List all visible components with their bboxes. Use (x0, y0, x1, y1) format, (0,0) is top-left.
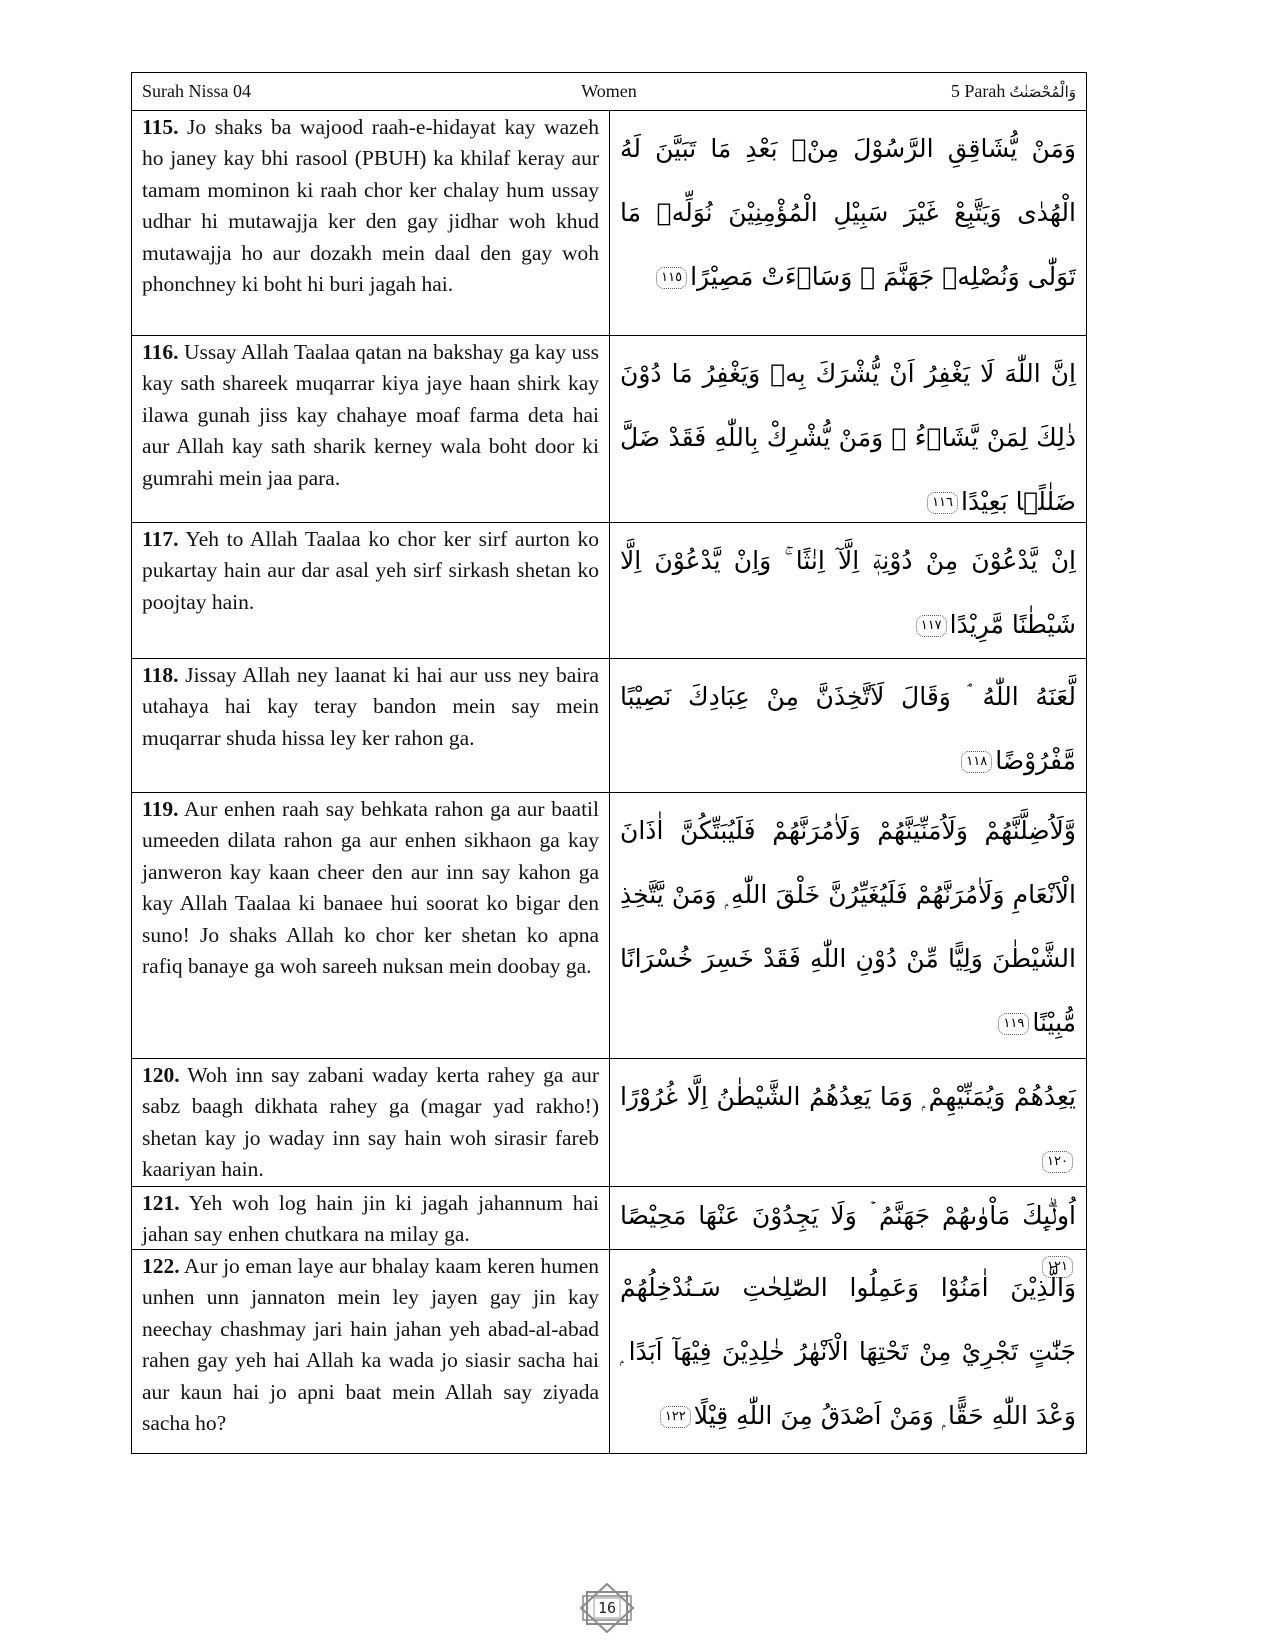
surah-title: Surah Nissa 04 (142, 81, 251, 101)
verse-number: 116. (142, 340, 179, 364)
verse-arabic: اِنَّ اللّٰهَ لَا يَغْفِرُ اَنْ يُّشْرَكَ بِهٖ وَيَغْفِرُ مَا دُوْنَ ذٰلِكَ لِمَنْ يَّشَاۗءُ ۭ وَمَنْ يُّشْرِكْ بِاللّٰهِ فَقَدْ ضَلَّ ضَلٰلًۢا بَعِيْدًا (620, 359, 1076, 516)
verse-number: 118. (142, 663, 179, 687)
verse-row (132, 1250, 1086, 1453)
verse-row (132, 1059, 1086, 1187)
ayah-end-marker-icon: ١١٦ (927, 492, 958, 514)
verse-translation: Woh inn say zabani waday kerta rahey ga aur sabz baagh dikhata rahey ga (magar yad rakho!) shetan kay jo waday inn say hain woh sirasir fareb kaariyan hain. (142, 1063, 599, 1182)
translation-cell (132, 793, 610, 1058)
verse-translation: Yeh woh log hain jin ki jagah jahannum hai jahan say enhen chutkara na milay ga. (142, 1191, 600, 1247)
verse-number: 117. (142, 527, 179, 551)
verse-arabic: لَّعَنَهُ اللّٰهُ ۘ وَقَالَ لَاَتَّخِذَنَّ مِنْ عِبَادِكَ نَصِيْبًا مَّفْرُوْضًا (620, 682, 1076, 775)
ayah-end-marker-icon: ١٢١ (1042, 1256, 1073, 1278)
verse-arabic: اُولٰۗىِٕكَ مَاْوٰىھُمْ جَهَنَّمُ ۡ وَلَا يَجِدُوْنَ عَنْهَا مَحِيْصًا (620, 1201, 1076, 1230)
verse-arabic: وَمَنْ يُّشَاقِقِ الرَّسُوْلَ مِنْۢ بَعْدِ مَا تَبَيَّنَ لَهُ الْهُدٰى وَيَتَّبِعْ غَيْرَ سَبِيْلِ الْمُؤْمِنِيْنَ نُوَلِّهٖ مَا تَوَلّٰى وَنُصْلِهٖ جَهَنَّمَ ۭ وَسَاۗءَتْ مَصِيْرًا (620, 134, 1076, 291)
arabic-cell (610, 111, 1086, 335)
ayah-end-marker-icon: ١١٥ (656, 267, 687, 289)
verse-arabic: وَّلَاُضِلَّنَّھُمْ وَلَاُمَنِّيَنَّھُمْ وَلَاٰمُرَنَّھُمْ فَلَيُبَتِّكُنَّ اٰذَانَ الْاَنْعَامِ وَلَاٰمُرَنَّھُمْ فَلَيُغَيِّرُنَّ خَلْقَ اللّٰهِ ۭ وَمَنْ يَّتَّخِذِ الشَّيْطٰنَ وَلِيًّا مِّنْ دُوْنِ اللّٰهِ فَقَدْ خَسِرَ خُسْرَانًا مُّبِيْنًا (620, 816, 1076, 1037)
surah-english-name: Women (581, 81, 637, 101)
arabic-cell (610, 793, 1086, 1058)
arabic-cell (610, 1059, 1086, 1186)
verse-number: 121. (142, 1191, 180, 1215)
ayah-end-marker-icon: ١١٨ (961, 751, 992, 773)
arabic-cell (610, 336, 1086, 522)
page-header (132, 73, 1086, 111)
verse-table (131, 72, 1087, 1454)
translation-cell (132, 1187, 610, 1249)
translation-cell (132, 523, 610, 658)
verse-translation: Yeh to Allah Taalaa ko chor ker sirf aurton ko pukartay hain aur dar asal yeh sirf sirkash shetan ko poojtay hain. (142, 527, 600, 614)
verse-arabic: يَعِدُھُمْ وَيُمَنِّيْهِمْ ۭ وَمَا يَعِدُھُمُ الشَّيْطٰنُ اِلَّا غُرُوْرًا (620, 1082, 1076, 1111)
verse-number: 122. (142, 1254, 180, 1278)
verse-arabic: اِنْ يَّدْعُوْنَ مِنْ دُوْنِهٖٓ اِلَّآ اِنٰثًا ۚ وَاِنْ يَّدْعُوْنَ اِلَّا شَيْطٰنًا مَّرِيْدًا (620, 546, 1076, 639)
verse-translation: Aur jo eman laye aur bhalay kaam keren humen unhen unn jannaton mein ley jayen gay jin kay neechay chashmay jari hain jahan yeh abad-al-abad rahen gay yeh hai Allah ka wada jo siasir sacha hai aur kaun hai jo apni baat mein Allah say ziyada sacha ho? (142, 1254, 599, 1436)
verse-number: 119. (142, 797, 179, 821)
verse-translation: Jo shaks ba wajood raah-e-hidayat kay wazeh ho janey kay bhi rasool (PBUH) ka khilaf keray aur tamam mominon ki raah chor ker chalay hum ussay udhar hi mutawajja ker den gay jidhar woh khud mutawajja ho aur dozakh mein daal den gay woh phonchney ki boht hi buri jagah hai. (142, 115, 599, 297)
verse-row (132, 659, 1086, 793)
translation-cell (132, 1059, 610, 1186)
page-number: 16 (597, 1599, 617, 1617)
verse-row (132, 523, 1086, 659)
verse-translation: Ussay Allah Taalaa qatan na bakshay ga kay uss kay sath shareek muqarrar kiya jaye haan shirk kay ilawa gunah jiss kay chahaye moaf farma deta hai aur Allah kay sath sharik kerney wala boht door ki gumrahi mein jaa para. (142, 340, 599, 490)
ayah-end-marker-icon: ١٢٠ (1042, 1151, 1073, 1173)
ayah-end-marker-icon: ١٢٢ (660, 1406, 691, 1428)
translation-cell (132, 1250, 610, 1453)
arabic-cell (610, 1250, 1086, 1453)
translation-cell (132, 659, 610, 792)
arabic-cell (610, 523, 1086, 658)
translation-cell (132, 111, 610, 335)
ayah-end-marker-icon: ١١٧ (916, 615, 947, 637)
verse-number: 120. (142, 1063, 180, 1087)
verse-arabic: وَالَّذِيْنَ اٰمَنُوْا وَعَمِلُوا الصّٰلِحٰتِ سَـنُدْخِلُھُمْ جَنّٰتٍ تَجْرِيْ مِنْ تَحْتِهَا الْاَنْھٰرُ خٰلِدِيْنَ فِيْهَآ اَبَدًا ۭ وَعْدَ اللّٰهِ حَقًّا ۭ وَمَنْ اَصْدَقُ مِنَ اللّٰهِ قِيْلًا (620, 1273, 1076, 1430)
arabic-cell (610, 659, 1086, 792)
parah-arabic-name: وَالْمُحْصَنٰتُ (1009, 82, 1076, 101)
parah-label: 5 Parah (950, 81, 1006, 101)
translation-cell (132, 336, 610, 522)
page-number-ornament (577, 1583, 637, 1633)
verse-translation: Jissay Allah ney laanat ki hai aur uss ney baira utahaya hai kay teray bandon mein say mein muqarrar shuda hissa ley ker rahon ga. (142, 663, 599, 750)
ayah-end-marker-icon: ١١٩ (998, 1013, 1029, 1035)
verse-number: 115. (142, 115, 179, 139)
verse-translation: Aur enhen raah say behkata rahon ga aur baatil umeeden dilata rahon ga aur enhen sikhaon ga kay janweron kay kaan cheer den aur inn say kahon ga kay Allah Taalaa ki banaee hui soorat ko bigar den suno! Jo shaks Allah ko chor ker shetan ko apna rafiq banaye ga woh sareeh nuksan mein doobay ga. (142, 797, 599, 979)
verse-row (132, 336, 1086, 523)
verse-row (132, 111, 1086, 336)
verse-row (132, 793, 1086, 1059)
arabic-cell (610, 1187, 1086, 1274)
parah-label-group (951, 81, 1076, 102)
